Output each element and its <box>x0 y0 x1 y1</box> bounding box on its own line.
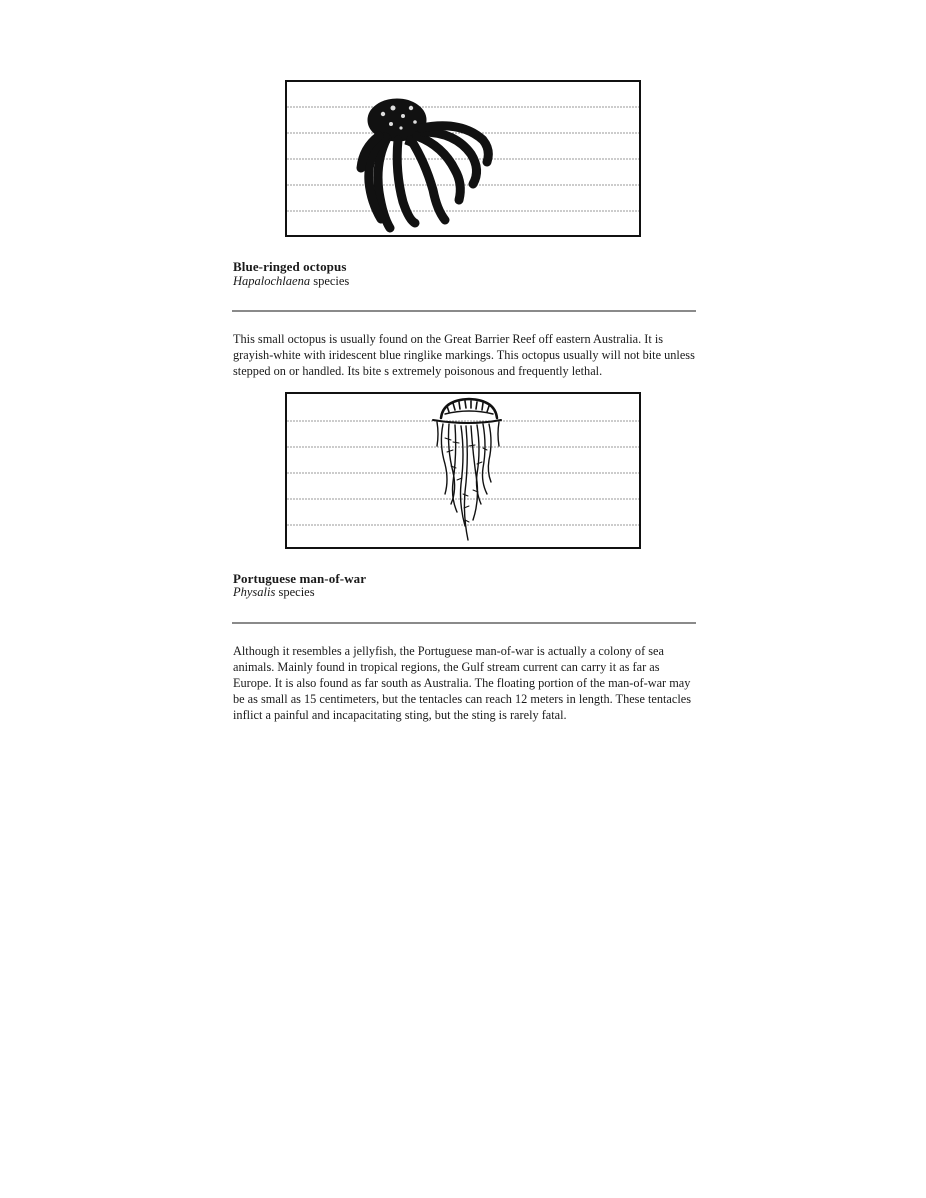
man-of-war-common-name: Portuguese man-of-war <box>233 571 367 586</box>
octopus-genus: Hapalochlaena <box>233 274 311 288</box>
man-of-war-species-word: species <box>278 585 315 599</box>
octopus-species-word: species <box>313 274 350 288</box>
octopus-scientific-name <box>233 274 349 289</box>
man-of-war-illustration <box>285 392 641 549</box>
section-divider <box>232 622 696 624</box>
octopus-common-name: Blue-ringed octopus <box>233 259 347 274</box>
section-divider <box>232 310 696 312</box>
man-of-war-genus: Physalis <box>233 585 276 599</box>
man-of-war-scientific-name <box>233 585 315 600</box>
octopus-illustration <box>285 80 641 237</box>
octopus-description: This small octopus is usually found on the Great Barrier Reef off eastern Australia. It is grayish-white with iridescent blue ringlike markings. This octopus usually will not bite unless stepped on or handled. Its bite s extremely poisonous and frequently lethal. <box>233 332 695 378</box>
man-of-war-description: Although it resembles a jellyfish, the Portuguese man-of-war is actually a colony of sea animals. Mainly found in tropical regions, the Gulf stream current can carry it as far as Europe. It is also found as far south as Australia. The floating portion of the man-of-war may be as small as 15 centimeters, but the tentacles can reach 12 meters in length. These tentacles inflict a painful and incapacitating sting, but the sting is rarely fatal. <box>233 644 692 722</box>
